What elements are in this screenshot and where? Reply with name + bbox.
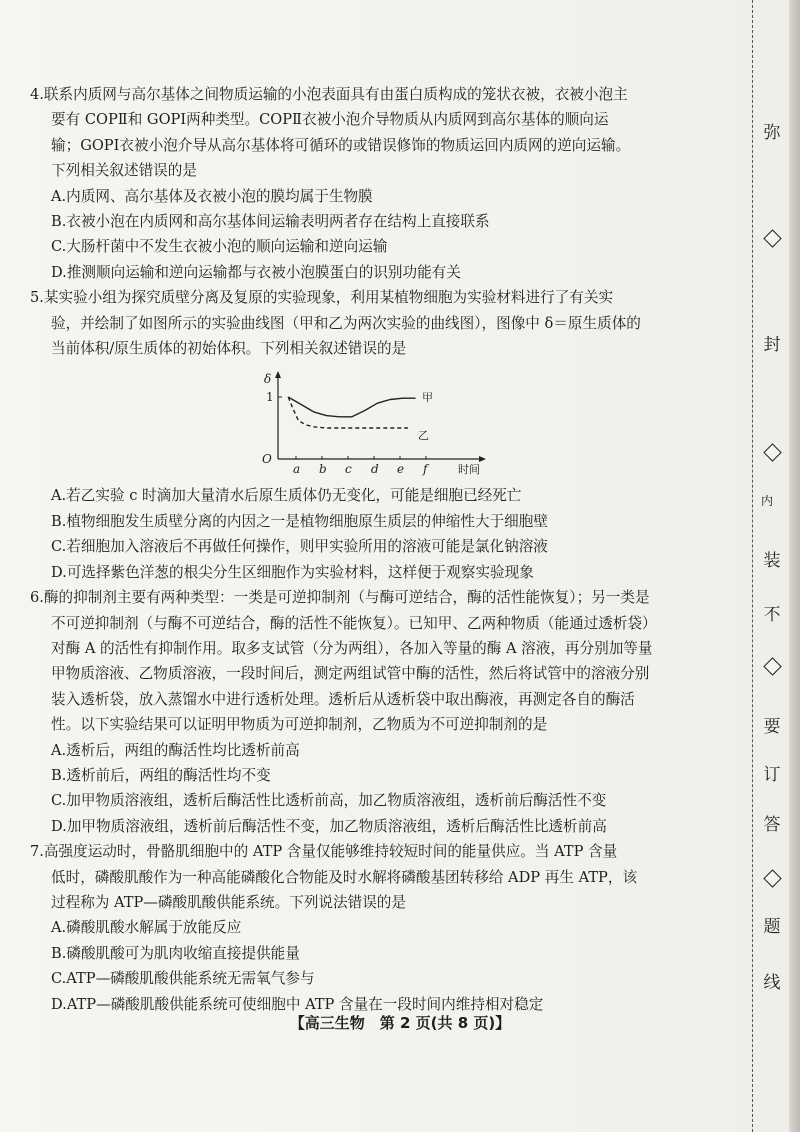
seal-char-xian: 线 — [763, 973, 781, 993]
question-4 — [30, 82, 720, 285]
volume-ratio-chart — [250, 363, 500, 483]
question-6-option-c: C.加甲物质溶液组，透析后酶活性比透析前高，加乙物质溶液组，透析前后酶活性不变 — [51, 792, 607, 810]
question-4-option-d: D.推测顺向运输和逆向运输都与衣被小泡膜蛋白的识别功能有关 — [51, 263, 461, 281]
y-axis-arrow — [275, 371, 281, 378]
seal-char-da: 答 — [763, 815, 781, 835]
series-yi-line — [288, 397, 408, 428]
question-5-line: 当前体积/原生质体的初始体积。下列相关叙述错误的是 — [51, 340, 407, 358]
question-6-line: 性。以下实验结果可以证明甲物质为可逆抑制剂，乙物质为不可逆抑制剂的是 — [51, 716, 548, 734]
question-7-line: 过程称为 ATP—磷酸肌酸供能系统。下列说法错误的是 — [51, 893, 406, 911]
question-7-line: 7.高强度运动时，骨骼肌细胞中的 ATP 含量仅能够维持较短时间的能量供应。当 ATP 含量 — [30, 843, 618, 861]
question-5-line: 5.某实验小组为探究质壁分离及复原的实验现象，利用某植物细胞为实验材料进行了有关实 — [30, 289, 614, 307]
page-footer: 【高三生物 第 2 页(共 8 页)】 — [289, 1014, 511, 1032]
diamond-marker — [763, 443, 781, 461]
question-6-line: 不可逆抑制剂（与酶不可逆结合，酶的活性不能恢复）。已知甲、乙两种物质（能通过透析袋） — [51, 614, 657, 632]
question-4-line: 要有 COPⅡ和 GOPⅠ两种类型。COPⅡ衣被小泡介导物质从内质网到高尔基体的顺向运 — [51, 111, 609, 129]
question-7-line: 低时，磷酸肌酸作为一种高能磷酸化合物能及时水解将磷酸基团转移给 ADP 再生 ATP，该 — [51, 868, 638, 886]
diamond-marker — [763, 869, 781, 887]
seal-char-feng: 封 — [763, 335, 781, 355]
x-tick-label: e — [397, 462, 405, 477]
question-7 — [30, 839, 720, 1017]
page-binding-edge — [789, 0, 800, 1132]
question-6-line: 甲物质溶液、乙物质溶液，一段时间后，测定两组试管中酶的活性，然后将试管中的溶液分别 — [51, 665, 650, 683]
question-6 — [30, 585, 720, 839]
x-tick-label: f — [423, 462, 428, 477]
x-tick-label: a — [293, 462, 301, 477]
x-tick-label: c — [345, 462, 352, 477]
question-7-option-c: C.ATP—磷酸肌酸供能系统无需氧气参与 — [51, 970, 315, 988]
question-7-option-b: B.磷酸肌酸可为肌肉收缩直接提供能量 — [51, 944, 300, 962]
question-5-option-c: C.若细胞加入溶液后不再做任何操作，则甲实验所用的溶液可能是氯化钠溶液 — [51, 538, 548, 556]
question-7-option-d: D.ATP—磷酸肌酸供能系统可使细胞中 ATP 含量在一段时间内维持相对稳定 — [51, 995, 544, 1013]
question-4-option-a: A.内质网、高尔基体及衣被小泡的膜均属于生物膜 — [51, 187, 373, 205]
series-jia-label: 甲 — [422, 391, 433, 405]
question-6-line: 装入透析袋，放入蒸馏水中进行透析处理。透析后从透析袋中取出酶液，再测定各自的酶活 — [51, 690, 635, 708]
question-6-line: 6.酶的抑制剂主要有两种类型：一类是可逆抑制剂（与酶可逆结合，酶的活性能恢复）；另一类是 — [30, 589, 650, 607]
question-5 — [30, 285, 720, 585]
question-6-option-a: A.透析后，两组的酶活性均比透析前高 — [51, 741, 300, 759]
x-tick-label: d — [371, 462, 379, 477]
question-5-option-a: A.若乙实验 c 时滴加大量清水后原生质体仍无变化，可能是细胞已经死亡 — [51, 487, 522, 505]
question-5-line: 验，并绘制了如图所示的实验曲线图（甲和乙为两次实验的曲线图），图像中 δ＝原生质体的 — [51, 314, 641, 332]
seal-char-ding: 订 — [763, 765, 781, 785]
y-axis-label: δ — [264, 372, 272, 387]
diamond-marker — [763, 229, 781, 247]
diamond-marker — [763, 657, 781, 675]
x-axis-arrow — [479, 456, 486, 462]
origin-label: O — [262, 452, 272, 467]
question-4-option-b: B.衣被小泡在内质网和高尔基体间运输表明两者存在结构上直接联系 — [51, 213, 490, 231]
question-4-line: 输；GOPⅠ衣被小泡介导从高尔基体将可循环的或错误修饰的物质运回内质网的逆向运输。 — [51, 136, 631, 154]
question-5-option-d: D.可选择紫色洋葱的根尖分生区细胞作为实验材料，这样便于观察实验现象 — [51, 563, 534, 581]
seal-char-yao: 要 — [763, 717, 781, 737]
seal-char-mi: 弥 — [763, 123, 781, 143]
page-content — [30, 82, 720, 1017]
series-jia-line — [288, 397, 415, 417]
x-tick-label: b — [319, 462, 327, 477]
binding-dashed-line — [752, 0, 753, 1132]
seal-char-nei: 内 — [760, 494, 773, 508]
seal-char-ti: 题 — [763, 917, 781, 937]
question-7-option-a: A.磷酸肌酸水解属于放能反应 — [51, 919, 242, 937]
question-6-option-d: D.加甲物质溶液组，透析前后酶活性不变，加乙物质溶液组，透析后酶活性比透析前高 — [51, 817, 607, 835]
seal-char-zhuang: 装 — [763, 551, 781, 571]
question-5-option-b: B.植物细胞发生质壁分离的内因之一是植物细胞原生质层的伸缩性大于细胞壁 — [51, 512, 548, 530]
y-tick-label: 1 — [266, 390, 274, 405]
question-6-line: 对酶 A 的活性有抑制作用。取多支试管（分为两组），各加入等量的酶 A 溶液，再分别加等量 — [51, 639, 653, 657]
question-4-option-c: C.大肠杆菌中不发生衣被小泡的顺向运输和逆向运输 — [51, 238, 388, 256]
chart-svg — [250, 363, 500, 483]
seal-char-bu: 不 — [763, 605, 781, 625]
question-4-line: 4.联系内质网与高尔基体之间物质运输的小泡表面具有由蛋白质构成的笼状衣被，衣被小泡主 — [30, 86, 628, 103]
question-4-line: 下列相关叙述错误的是 — [51, 162, 197, 180]
question-6-option-b: B.透析前后，两组的酶活性均不变 — [51, 766, 271, 784]
series-yi-label: 乙 — [418, 429, 429, 443]
x-axis-label: 时间 — [458, 463, 480, 477]
